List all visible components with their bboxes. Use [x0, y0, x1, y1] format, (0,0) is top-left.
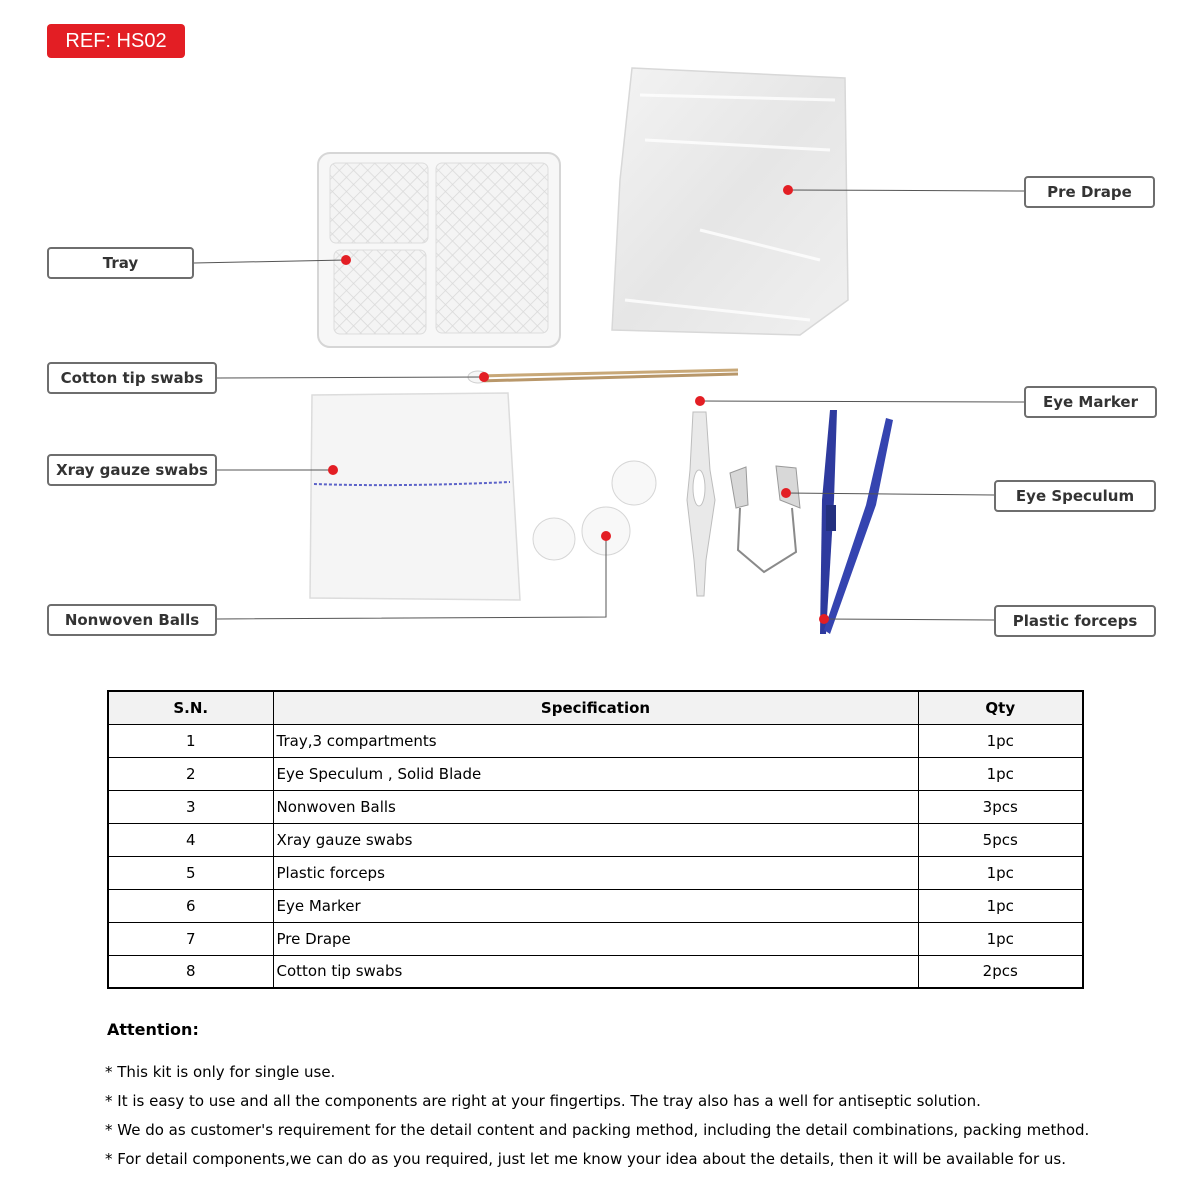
header-sn: S.N. [108, 691, 273, 724]
cell-qty: 1pc [918, 889, 1083, 922]
note-item: * For detail components,we can do as you required, just let me know your idea about the details, then it will be available for us. [105, 1150, 1067, 1168]
table-header-row [108, 691, 1083, 724]
label-pre-drape: Pre Drape [1024, 176, 1155, 208]
gauze-swabs-image [310, 393, 520, 600]
table-row [108, 955, 1083, 988]
label-eye-marker: Eye Marker [1024, 386, 1157, 418]
note-item: * This kit is only for single use. [105, 1063, 336, 1081]
cell-qty: 1pc [918, 724, 1083, 757]
cell-sn: 5 [108, 856, 273, 889]
cell-sn: 1 [108, 724, 273, 757]
cell-sn: 4 [108, 823, 273, 856]
label-xray-gauze-swabs: Xray gauze swabs [47, 454, 217, 486]
table-row [108, 922, 1083, 955]
plastic-forceps-image [820, 410, 893, 634]
table-row [108, 790, 1083, 823]
cell-spec: Nonwoven Balls [273, 790, 918, 823]
nonwoven-balls-image [533, 461, 656, 560]
label-tray: Tray [47, 247, 194, 279]
cell-spec: Eye Speculum , Solid Blade [273, 757, 918, 790]
cell-sn: 7 [108, 922, 273, 955]
cell-qty: 2pcs [918, 955, 1083, 988]
label-plastic-forceps: Plastic forceps [994, 605, 1156, 637]
eye-speculum-image [730, 466, 800, 572]
eye-marker-image [687, 412, 715, 596]
cell-spec: Plastic forceps [273, 856, 918, 889]
label-cotton-tip-swabs: Cotton tip swabs [47, 362, 217, 394]
cell-qty: 1pc [918, 856, 1083, 889]
cell-spec: Cotton tip swabs [273, 955, 918, 988]
cell-sn: 2 [108, 757, 273, 790]
cell-sn: 3 [108, 790, 273, 823]
ref-badge: REF: HS02 [47, 24, 185, 58]
cell-qty: 5pcs [918, 823, 1083, 856]
cell-spec: Xray gauze swabs [273, 823, 918, 856]
cell-qty: 1pc [918, 757, 1083, 790]
tray-image [318, 153, 560, 347]
note-item: * We do as customer's requirement for the detail content and packing method, including the detail combinations, packing method. [105, 1121, 1090, 1139]
table-row [108, 757, 1083, 790]
table-row [108, 889, 1083, 922]
header-qty: Qty [918, 691, 1083, 724]
table-row [108, 823, 1083, 856]
cell-qty: 1pc [918, 922, 1083, 955]
header-specification: Specification [273, 691, 918, 724]
cell-spec: Pre Drape [273, 922, 918, 955]
note-item: * It is easy to use and all the components are right at your fingertips. The tray also has a well for antiseptic solution. [105, 1092, 981, 1110]
cell-sn: 8 [108, 955, 273, 988]
table-row [108, 724, 1083, 757]
attention-notes [105, 1062, 1089, 1178]
specification-table [107, 690, 1084, 989]
attention-title: Attention: [107, 1020, 199, 1039]
cell-sn: 6 [108, 889, 273, 922]
cell-qty: 3pcs [918, 790, 1083, 823]
label-eye-speculum: Eye Speculum [994, 480, 1156, 512]
cell-spec: Tray,3 compartments [273, 724, 918, 757]
cotton-swabs-image [468, 370, 738, 383]
pre-drape-image [612, 68, 848, 335]
table-row [108, 856, 1083, 889]
label-nonwoven-balls: Nonwoven Balls [47, 604, 217, 636]
cell-spec: Eye Marker [273, 889, 918, 922]
